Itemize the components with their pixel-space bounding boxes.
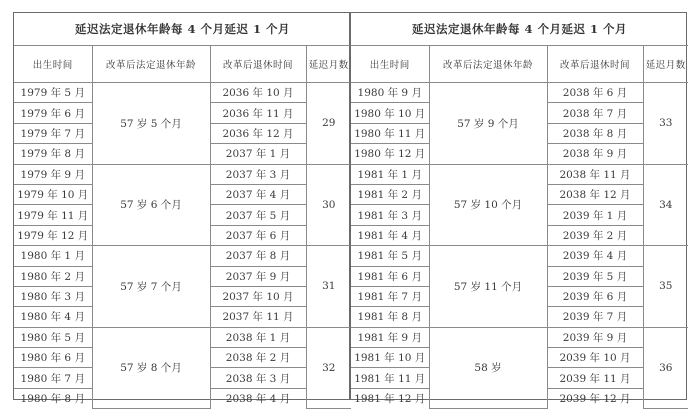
retirement-time-cell: 2038 年 3 月 [210,368,306,388]
table-row [351,327,688,347]
retirement-time-cell: 2036 年 12 月 [210,123,306,143]
retirement-time-cell: 2039 年 2 月 [547,225,643,245]
retirement-age-cell: 57 岁 9 个月 [429,83,547,165]
table-row [351,164,688,184]
header-birth-time: 出生时间 [351,46,429,83]
header-row [14,46,351,83]
retirement-time-cell: 2037 年 4 月 [210,184,306,204]
retirement-age-cell: 57 岁 10 个月 [429,164,547,246]
birth-time-cell: 1980 年 2 月 [14,266,92,286]
birth-time-cell: 1981 年 6 月 [351,266,429,286]
retirement-time-cell: 2039 年 5 月 [547,266,643,286]
retirement-time-cell: 2039 年 4 月 [547,246,643,266]
title-row [14,13,351,46]
birth-time-cell: 1981 年 7 月 [351,286,429,306]
right-table [351,13,688,409]
retirement-age-cell: 58 岁 [429,327,547,408]
retirement-time-cell: 2038 年 11 月 [547,164,643,184]
birth-time-cell: 1981 年 5 月 [351,246,429,266]
birth-time-cell: 1981 年 10 月 [351,348,429,368]
birth-time-cell: 1980 年 5 月 [14,327,92,347]
retirement-age-cell: 57 岁 8 个月 [92,327,210,408]
retirement-time-cell: 2037 年 6 月 [210,225,306,245]
delay-months-cell: 29 [306,83,351,165]
birth-time-cell: 1979 年 12 月 [14,225,92,245]
retirement-time-cell: 2039 年 7 月 [547,307,643,327]
birth-time-cell: 1979 年 9 月 [14,164,92,184]
retirement-age-cell: 57 岁 6 个月 [92,164,210,246]
retirement-time-cell: 2039 年 12 月 [547,388,643,408]
table-title: 延迟法定退休年龄每 4 个月延迟 1 个月 [351,13,688,46]
birth-time-cell: 1981 年 9 月 [351,327,429,347]
birth-time-cell: 1981 年 8 月 [351,307,429,327]
retirement-time-cell: 2037 年 11 月 [210,307,306,327]
retirement-age-cell: 57 岁 11 个月 [429,246,547,328]
header-retirement-age: 改革后法定退休年龄 [429,46,547,83]
birth-time-cell: 1979 年 8 月 [14,144,92,164]
delay-months-cell: 36 [643,327,688,408]
table-row [14,164,351,184]
birth-time-cell: 1981 年 12 月 [351,388,429,408]
retirement-time-cell: 2038 年 6 月 [547,83,643,103]
birth-time-cell: 1979 年 6 月 [14,103,92,123]
table-row [351,83,688,103]
retirement-time-cell: 2039 年 10 月 [547,348,643,368]
table-row [14,327,351,347]
birth-time-cell: 1980 年 10 月 [351,103,429,123]
birth-time-cell: 1979 年 7 月 [14,123,92,143]
retirement-time-cell: 2038 年 7 月 [547,103,643,123]
retirement-time-cell: 2038 年 12 月 [547,184,643,204]
left-panel [13,12,350,406]
birth-time-cell: 1980 年 6 月 [14,348,92,368]
retirement-time-cell: 2038 年 1 月 [210,327,306,347]
birth-time-cell: 1980 年 1 月 [14,246,92,266]
retirement-time-cell: 2038 年 8 月 [547,123,643,143]
table-row [351,246,688,266]
retirement-time-cell: 2039 年 6 月 [547,286,643,306]
retirement-age-cell: 57 岁 7 个月 [92,246,210,328]
birth-time-cell: 1981 年 4 月 [351,225,429,245]
title-row [351,13,688,46]
delay-months-cell: 33 [643,83,688,165]
retirement-age-cell: 57 岁 5 个月 [92,83,210,165]
header-birth-time: 出生时间 [14,46,92,83]
birth-time-cell: 1980 年 4 月 [14,307,92,327]
retirement-time-cell: 2037 年 10 月 [210,286,306,306]
header-retirement-time: 改革后退休时间 [547,46,643,83]
retirement-delay-table [13,12,687,406]
birth-time-cell: 1980 年 11 月 [351,123,429,143]
retirement-time-cell: 2037 年 8 月 [210,246,306,266]
delay-months-cell: 32 [306,327,351,408]
retirement-time-cell: 2036 年 11 月 [210,103,306,123]
birth-time-cell: 1980 年 12 月 [351,144,429,164]
delay-months-cell: 31 [306,246,351,328]
right-panel [350,12,687,406]
retirement-time-cell: 2038 年 9 月 [547,144,643,164]
retirement-time-cell: 2036 年 10 月 [210,83,306,103]
retirement-time-cell: 2037 年 5 月 [210,205,306,225]
birth-time-cell: 1980 年 9 月 [351,83,429,103]
header-retirement-age: 改革后法定退休年龄 [92,46,210,83]
retirement-time-cell: 2037 年 3 月 [210,164,306,184]
birth-time-cell: 1980 年 3 月 [14,286,92,306]
birth-time-cell: 1980 年 7 月 [14,368,92,388]
header-retirement-time: 改革后退休时间 [210,46,306,83]
birth-time-cell: 1981 年 11 月 [351,368,429,388]
retirement-time-cell: 2037 年 1 月 [210,144,306,164]
birth-time-cell: 1979 年 5 月 [14,83,92,103]
table-row [14,246,351,266]
retirement-time-cell: 2037 年 9 月 [210,266,306,286]
left-table [14,13,351,409]
delay-months-cell: 30 [306,164,351,246]
retirement-time-cell: 2039 年 9 月 [547,327,643,347]
birth-time-cell: 1981 年 1 月 [351,164,429,184]
birth-time-cell: 1979 年 11 月 [14,205,92,225]
retirement-time-cell: 2038 年 4 月 [210,388,306,408]
header-row [351,46,688,83]
birth-time-cell: 1981 年 3 月 [351,205,429,225]
birth-time-cell: 1981 年 2 月 [351,184,429,204]
birth-time-cell: 1979 年 10 月 [14,184,92,204]
delay-months-cell: 35 [643,246,688,328]
retirement-time-cell: 2038 年 2 月 [210,348,306,368]
birth-time-cell: 1980 年 8 月 [14,388,92,408]
delay-months-cell: 34 [643,164,688,246]
header-delay-months: 延迟月数 [306,46,351,83]
retirement-time-cell: 2039 年 1 月 [547,205,643,225]
table-row [14,83,351,103]
header-delay-months: 延迟月数 [643,46,688,83]
table-title: 延迟法定退休年龄每 4 个月延迟 1 个月 [14,13,351,46]
retirement-time-cell: 2039 年 11 月 [547,368,643,388]
